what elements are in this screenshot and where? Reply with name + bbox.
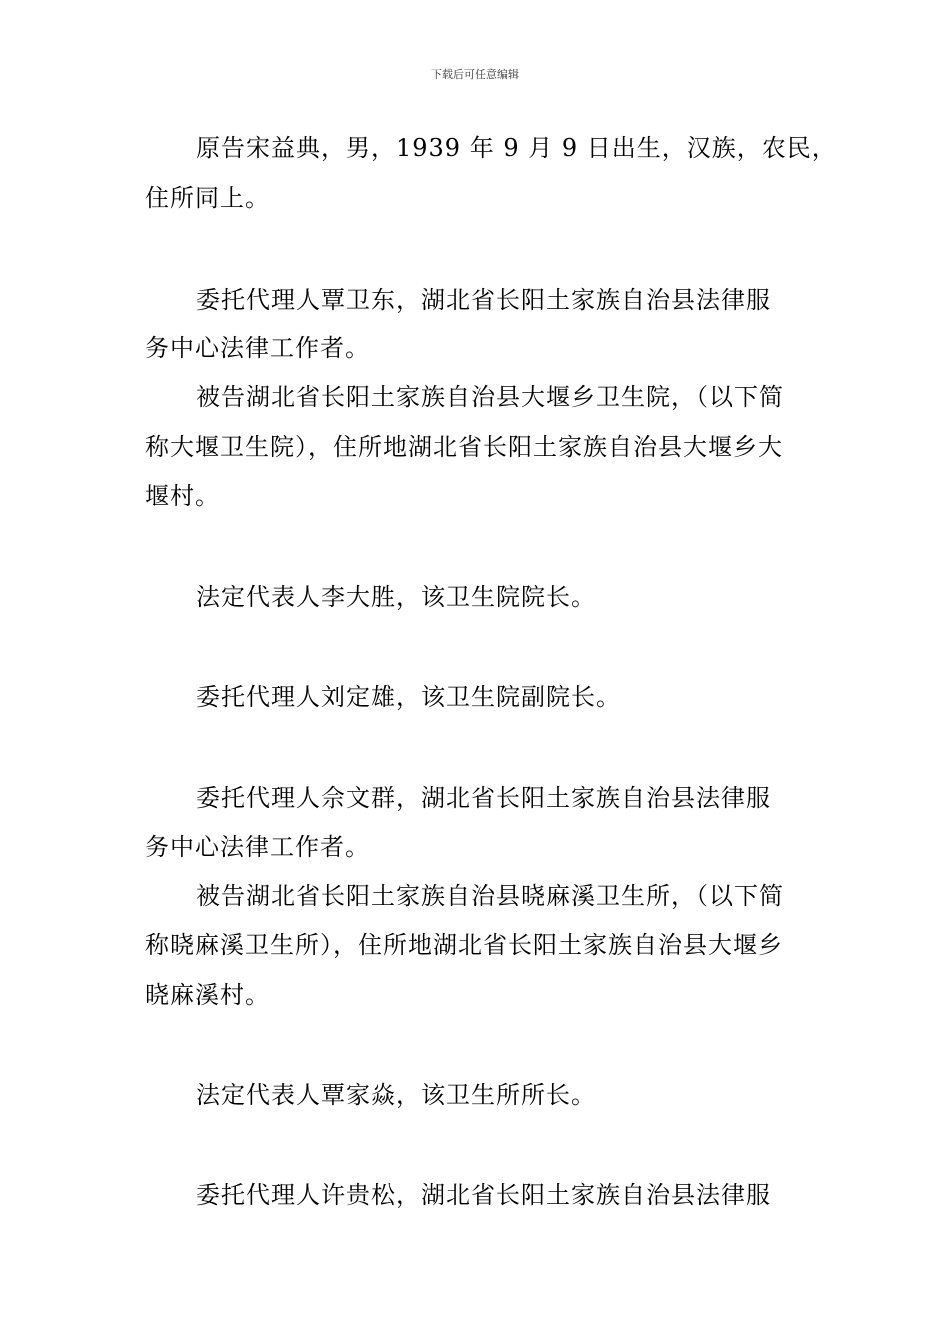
text-line: 委托代理人覃卫东，湖北省长阳土家族自治县法律服 — [196, 286, 771, 314]
text-line: 法定代表人覃家焱，该卫生所所长。 — [196, 1081, 596, 1109]
text-line: 被告湖北省长阳土家族自治县晓麻溪卫生所，（以下简 — [196, 882, 784, 910]
text-line: 堰村。 — [145, 482, 220, 510]
text-line: 务中心法律工作者。 — [145, 833, 370, 861]
text-line: 委托代理人许贵松，湖北省长阳土家族自治县法律服 — [196, 1181, 771, 1209]
text-line: 晓麻溪村。 — [145, 981, 270, 1009]
text-line: 称晓麻溪卫生所），住所地湖北省长阳土家族自治县大堰乡 — [145, 931, 783, 959]
text-line: 称大堰卫生院），住所地湖北省长阳土家族自治县大堰乡大 — [145, 433, 783, 461]
text-line: 被告湖北省长阳土家族自治县大堰乡卫生院，（以下简 — [196, 383, 784, 411]
text-line: 原告宋益典，男，1939 年 9 月 9 日出生，汉族，农民， — [196, 134, 837, 162]
text-line: 委托代理人佘文群，湖北省长阳土家族自治县法律服 — [196, 784, 771, 812]
text-line: 住所同上。 — [145, 184, 270, 212]
page-header-note: 下载后可任意编辑 — [431, 68, 519, 81]
text-line: 法定代表人李大胜，该卫生院院长。 — [196, 583, 596, 611]
text-line: 委托代理人刘定雄，该卫生院副院长。 — [196, 683, 621, 711]
text-line: 务中心法律工作者。 — [145, 334, 370, 362]
